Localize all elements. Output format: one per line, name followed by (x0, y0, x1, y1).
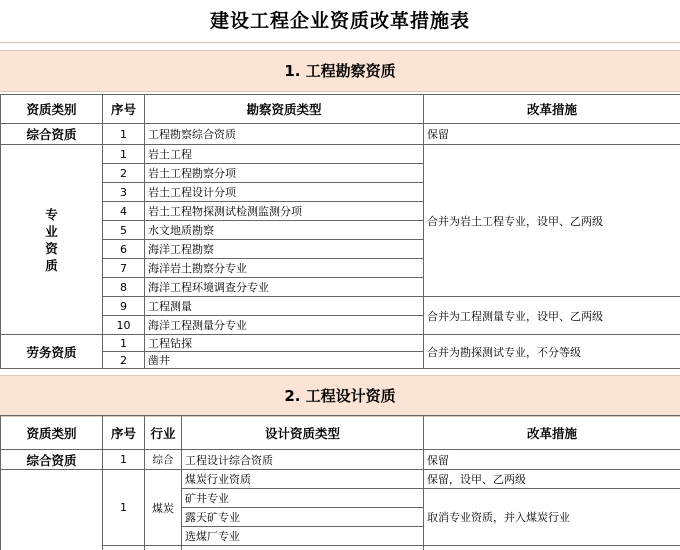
industry-cell-coal: 煤炭 (145, 470, 182, 546)
category-cell: 综合资质 (1, 124, 103, 145)
type-cell: 凿井 (145, 352, 424, 369)
header-measure: 改革措施 (424, 95, 680, 124)
table-row (1, 546, 680, 550)
section-design-heading: 2. 工程设计资质 (0, 375, 680, 417)
no-cell: 3 (103, 183, 145, 202)
type-cell: 海洋工程勘察 (145, 240, 424, 259)
labor-category-cell: 劳务资质 (1, 335, 103, 369)
type-cell: 煤炭行业资质 (182, 470, 424, 489)
type-cell: 岩土工程勘察分项 (145, 164, 424, 183)
type-cell: 露天矿专业 (182, 508, 424, 527)
measure-cell: 保留，设甲、乙两级 (424, 470, 680, 489)
no-cell: 5 (103, 221, 145, 240)
no-cell: 1 (103, 145, 145, 164)
table-row (1, 335, 680, 352)
survey-comprehensive-row (1, 124, 680, 145)
category-cell-empty (1, 470, 103, 550)
design-table (0, 415, 680, 550)
no-cell: 2 (103, 164, 145, 183)
type-cell: 工程钻探 (145, 335, 424, 352)
no-cell: 6 (103, 240, 145, 259)
type-cell: 工程设计综合资质 (182, 450, 424, 470)
no-cell-empty (103, 546, 145, 550)
industry-cell-empty (145, 546, 182, 550)
section-survey-heading: 1. 工程勘察资质 (0, 50, 680, 92)
no-cell: 9 (103, 297, 145, 316)
survey-header-row (1, 95, 680, 124)
no-cell: 7 (103, 259, 145, 278)
measure-merge-labor: 合并为勘探测试专业，不分等级 (424, 335, 680, 369)
type-cell: 岩土工程 (145, 145, 424, 164)
header-no: 序号 (103, 95, 145, 124)
type-cell: 岩土工程设计分项 (145, 183, 424, 202)
no-cell: 8 (103, 278, 145, 297)
industry-cell: 综合 (145, 450, 182, 470)
header-industry: 行业 (145, 416, 182, 450)
no-cell: 4 (103, 202, 145, 221)
measure-merge-coal: 取消专业资质，并入煤炭行业 (424, 489, 680, 546)
header-category: 资质类别 (1, 95, 103, 124)
measure-cell: 保留 (424, 124, 680, 145)
header-category: 资质类别 (1, 416, 103, 450)
no-cell: 2 (103, 352, 145, 369)
no-cell: 1 (103, 124, 145, 145)
measure-merge-geotech: 合并为岩土工程专业，设甲、乙两级 (424, 145, 680, 297)
measure-merge-survey: 合并为工程测量专业，设甲、乙两级 (424, 297, 680, 335)
type-cell: 海洋工程测量分专业 (145, 316, 424, 335)
header-type: 勘察资质类型 (145, 95, 424, 124)
category-cell: 综合资质 (1, 450, 103, 470)
type-cell: 水文地质勘察 (145, 221, 424, 240)
type-cell: 海洋岩土勘察分专业 (145, 259, 424, 278)
design-header-row (1, 416, 680, 450)
type-cell: 岩土工程物探测试检测监测分项 (145, 202, 424, 221)
measure-cell-empty (424, 546, 680, 550)
table-row (1, 297, 680, 316)
header-no: 序号 (103, 416, 145, 450)
type-cell: 工程勘察综合资质 (145, 124, 424, 145)
specialty-category-cell: 专 业 资 质 (1, 145, 103, 335)
design-comprehensive-row (1, 450, 680, 470)
table-row (1, 470, 680, 489)
no-cell: 10 (103, 316, 145, 335)
no-cell: 1 (103, 470, 145, 546)
measure-cell: 保留 (424, 450, 680, 470)
no-cell: 1 (103, 450, 145, 470)
type-cell: 矿井专业 (182, 489, 424, 508)
no-cell: 1 (103, 335, 145, 352)
header-measure: 改革措施 (424, 416, 680, 450)
header-type: 设计资质类型 (182, 416, 424, 450)
survey-table (0, 94, 680, 369)
type-cell: 海洋工程环境调查分专业 (145, 278, 424, 297)
type-cell: 选煤厂专业 (182, 527, 424, 546)
table-row (1, 145, 680, 164)
type-cell-empty (182, 546, 424, 550)
type-cell: 工程测量 (145, 297, 424, 316)
page-title: 建设工程企业资质改革措施表 (0, 0, 680, 43)
